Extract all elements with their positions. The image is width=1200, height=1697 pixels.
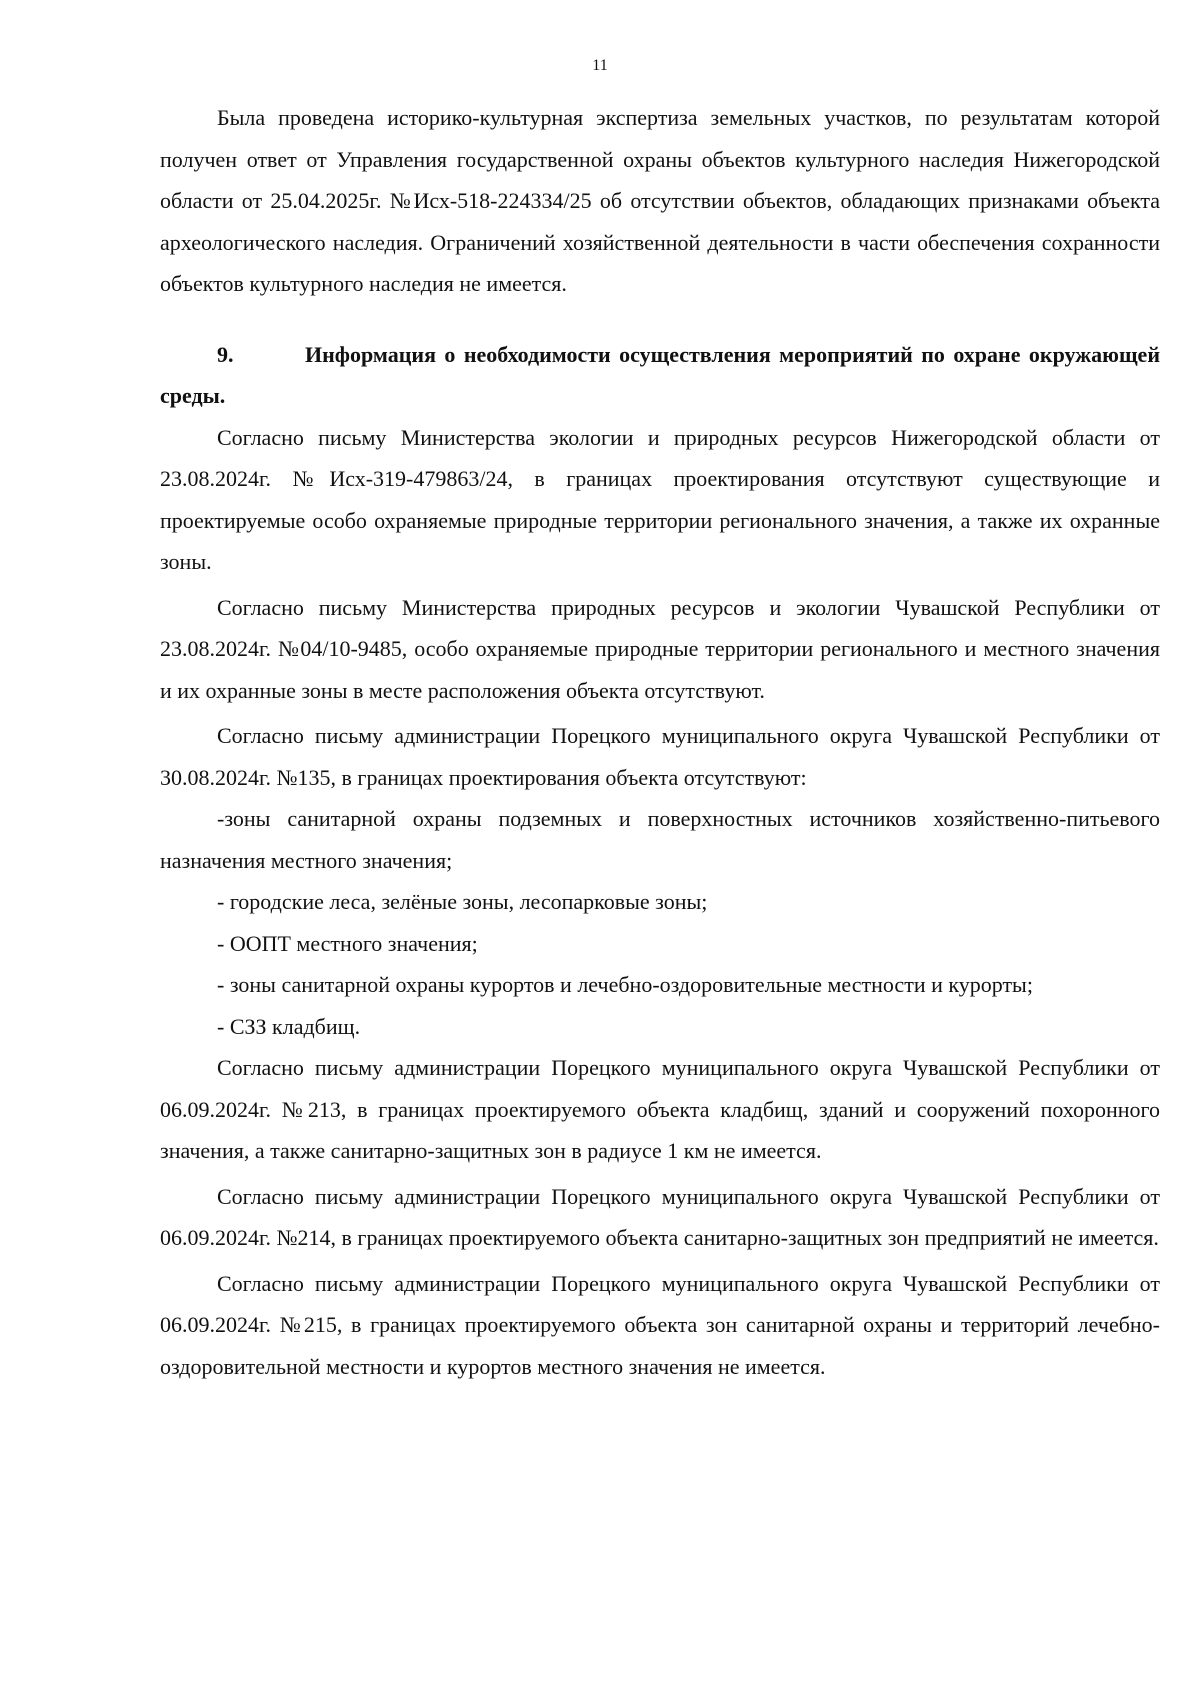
document-body <box>160 97 1160 1387</box>
list-item: - ООПТ местного значения; <box>217 930 478 956</box>
list-item: - городские леса, зелёные зоны, лесопарковые зоны; <box>217 889 708 914</box>
paragraph-heritage-expertise: Была проведена историко-культурная экспертиза земельных участков, по результатам которой получен ответ от Управления государственной охраны объектов культурного наследия Нижегородской области от 25.04.2025г. №Исх-518-224334/25 об отсутствии объектов, обладающих признаками объекта археологического наследия. Ограничений хозяйственной деятельности в части обеспечения сохранности объектов культурного наследия не имеется. <box>160 105 1160 296</box>
list-item: - зоны санитарной охраны курортов и лечебно-оздоровительные местности и курорты; <box>217 972 1033 997</box>
paragraph-administration-letter-135: Согласно письму администрации Порецкого муниципального округа Чувашской Республики от 30.08.2024г. №135, в границах проектирования объекта отсутствуют: <box>160 723 1160 790</box>
section-number: 9. <box>217 341 234 367</box>
section-heading <box>160 334 1160 417</box>
list-item: -зоны санитарной охраны подземных и поверхностных источников хозяйственно-питьевого назначения местного значения; <box>160 806 1160 873</box>
paragraph-administration-letter-215: Согласно письму администрации Порецкого муниципального округа Чувашской Республики от 06.09.2024г. №215, в границах проектируемого объекта зон санитарной охраны и территорий лечебно-оздоровительной местности и курортов местного значения не имеется. <box>160 1270 1160 1379</box>
list-item: - СЗЗ кладбищ. <box>217 1013 361 1039</box>
paragraph-administration-letter-214: Согласно письму администрации Порецкого муниципального округа Чувашской Республики от 06.09.2024г. №214, в границах проектируемого объекта санитарно-защитных зон предприятий не имеется. <box>160 1183 1160 1250</box>
paragraph-chuvash-ministry-letter: Согласно письму Министерства природных ресурсов и экологии Чувашской Республики от 23.08.2024г. №04/10-9485, особо охраняемые природные территории регионального и местного значения и их охранные зоны в месте расположения объекта отсутствуют. <box>160 594 1160 703</box>
section-title: Информация о необходимости осуществления мероприятий по охране окружающей среды. <box>160 341 1160 408</box>
paragraph-nizhny-ministry-letter: Согласно письму Министерства экологии и природных ресурсов Нижегородской области от 23.08.2024г. №Исх-319-479863/24, в границах проектирования отсутствуют существующие и проектируемые особо охраняемые природные территории регионального значения, а также их охранные зоны. <box>160 424 1160 574</box>
page-number: 11 <box>592 57 608 74</box>
paragraph-administration-letter-213: Согласно письму администрации Порецкого муниципального округа Чувашской Республики от 06.09.2024г. №213, в границах проектируемого объекта кладбищ, зданий и сооружений похоронного значения, а также санитарно-защитных зон в радиусе 1 км не имеется. <box>160 1055 1160 1163</box>
